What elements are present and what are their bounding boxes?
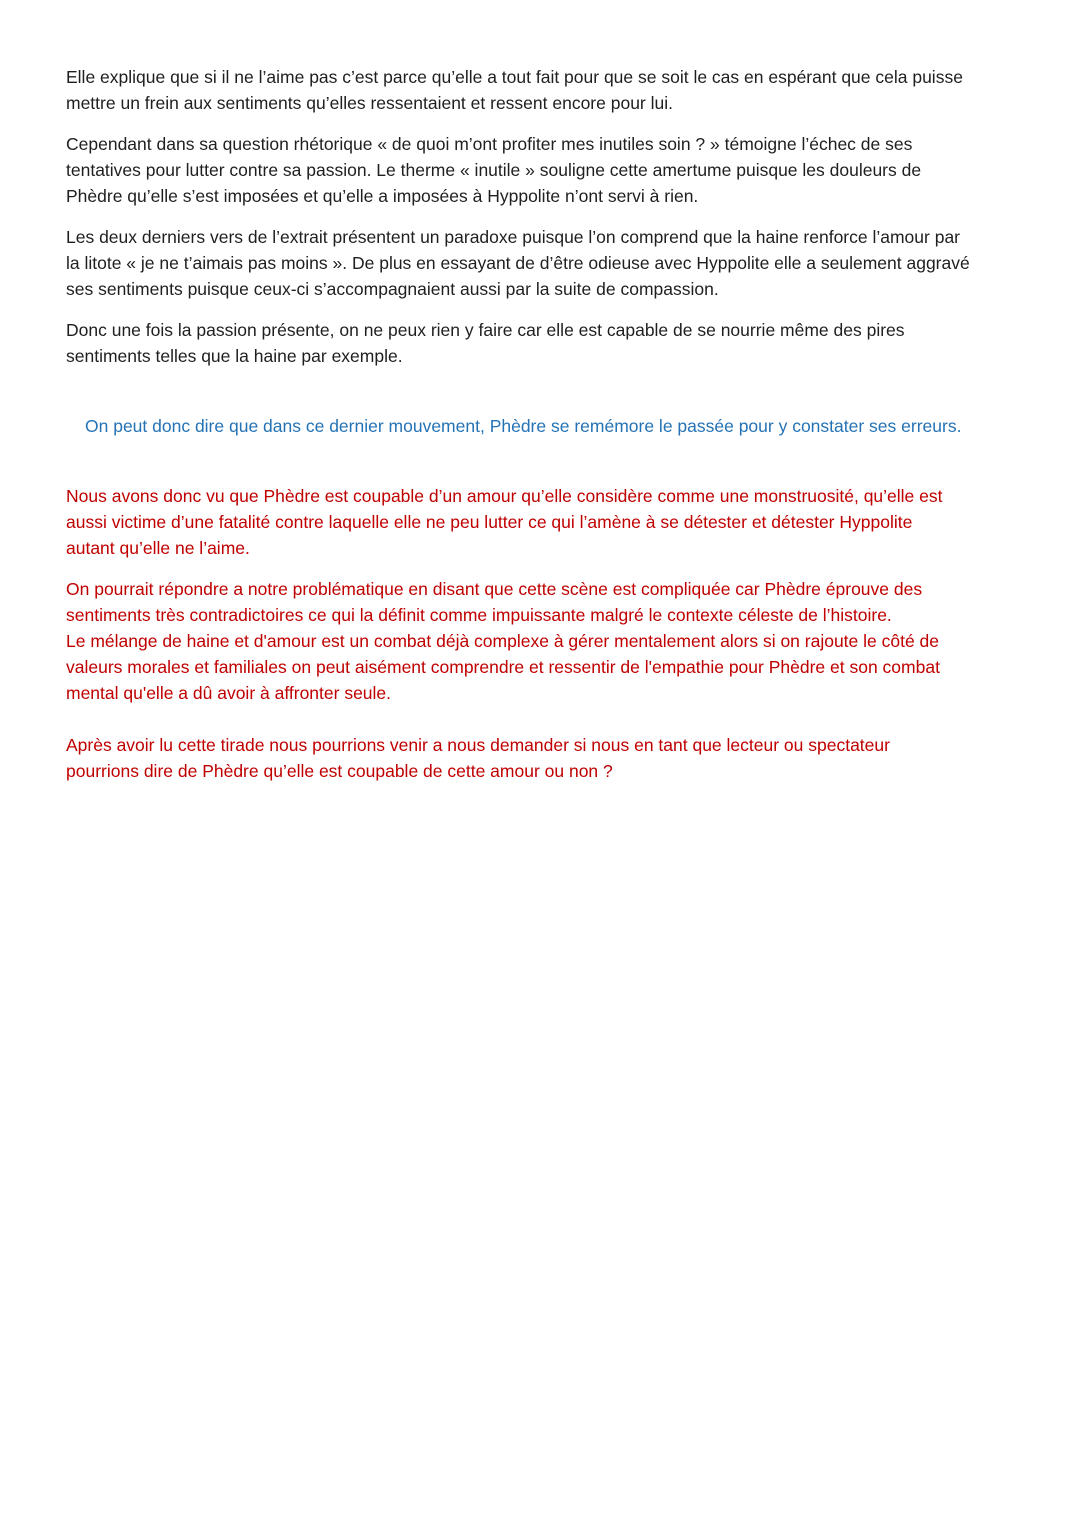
conclusion-paragraph-3: Après avoir lu cette tirade nous pourrions venir a nous demander si nous en tant que lecteur ou spectateur pourrions dire de Phèdre qu’elle est coupable de cette amour ou non ? <box>66 735 890 781</box>
conclusion-paragraph-1: Nous avons donc vu que Phèdre est coupable d’un amour qu’elle considère comme une monstruosité, qu’elle est aussi victime d’une fatalité contre laquelle elle ne peu lutter ce qui l’amène à se détester et détester Hyppolite autant qu’elle ne l’aime. <box>66 486 943 558</box>
body-paragraph-2: Cependant dans sa question rhétorique « de quoi m’ont profiter mes inutiles soin ? » témoigne l’échec de ses tentatives pour lutter contre sa passion. Le therme « inutile » souligne cette amertume puisque les douleurs de Phèdre qu’elle s’est imposées et qu’elle a imposées à Hyppolite n’ont servi à rien. <box>66 134 922 206</box>
body-paragraph-3: Les deux derniers vers de l’extrait présentent un paradoxe puisque l’on comprend que la haine renforce l’amour par la litote « je ne t’aimais pas moins ». De plus en essayant de d’être odieuse avec Hyppolite elle a seulement aggravé ses sentiments puisque ceux-ci s’accompagnaient aussi par la suite de compassion. <box>66 227 970 299</box>
transition-sentence: On peut donc dire que dans ce dernier mouvement, Phèdre se remémore le passée pour y constater ses erreurs. <box>85 416 962 436</box>
body-paragraph-4: Donc une fois la passion présente, on ne peux rien y faire car elle est capable de se nourrie même des pires sentiments telles que la haine par exemple. <box>66 320 905 366</box>
body-paragraph-1: Elle explique que si il ne l’aime pas c’est parce qu’elle a tout fait pour que se soit le cas en espérant que cela puisse mettre un frein aux sentiments qu’elles ressentaient et ressent encore pour lui. <box>66 67 963 113</box>
conclusion-paragraph-2: On pourrait répondre a notre problématique en disant que cette scène est compliquée car Phèdre éprouve des sentiments très contradictoires ce qui la définit comme impuissante malgré le contexte céleste de l’histoire. Le mélange de haine et d'amour est un combat déjà complexe à gérer mentalement alors si on rajoute le côté de valeurs morales et familiales on peut aisément comprendre et ressentir de l'empathie pour Phèdre et son combat mental qu'elle a dû avoir à affronter seule. <box>66 579 940 703</box>
document-page <box>66 64 1016 799</box>
